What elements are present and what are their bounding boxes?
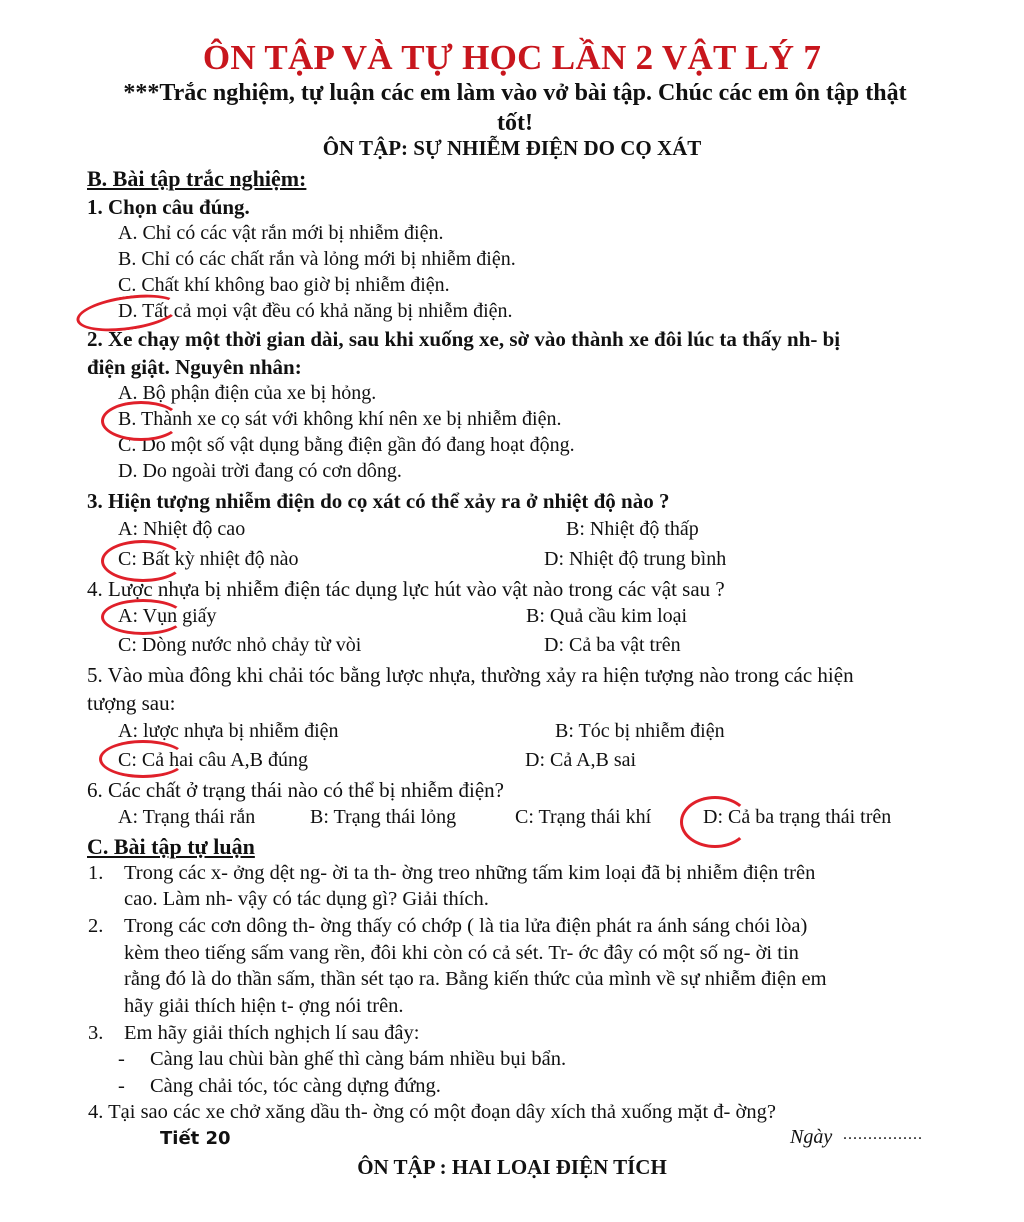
lesson-label: Tiết 20 [160, 1128, 231, 1149]
question-1-option-a: A. Chỉ có các vật rắn mới bị nhiễm điện. [118, 222, 444, 244]
essay-1-line-1: Trong các x- ởng dệt ng- ời ta th- ờng treo những tấm kim loại đã bị nhiễm điện trên [124, 862, 816, 884]
essay-1-number: 1. [88, 862, 104, 884]
answer-circle-q2 [101, 401, 181, 441]
question-3-stem: 3. Hiện tượng nhiễm điện do cọ xát có thể xảy ra ở nhiệt độ nào ? [87, 489, 670, 513]
essay-3-bullet-1: Càng lau chùi bàn ghế thì càng bám nhiều bụi bẩn. [150, 1048, 567, 1070]
essay-3-bullet-2: Càng chải tóc, tóc càng dựng đứng. [150, 1075, 441, 1097]
answer-circle-q6 [680, 796, 750, 848]
essay-2-line-3: rằng đó là do thần sấm, thần sét tạo ra. Bằng kiến thức của mình về sự nhiễm điện em [124, 968, 827, 990]
question-1-option-b: B. Chỉ có các chất rắn và lỏng mới bị nhiễm điện. [118, 248, 516, 270]
question-2-option-d: D. Do ngoài trời đang có cơn dông. [118, 460, 402, 482]
question-6-option-b: B: Trạng thái lỏng [310, 806, 457, 828]
question-6-option-a: A: Trạng thái rắn [118, 806, 256, 828]
question-5-option-b: B: Tóc bị nhiễm điện [555, 720, 725, 742]
essay-2-line-4: hãy giải thích hiện t- ợng nói trên. [124, 995, 404, 1017]
question-6-option-c: C: Trạng thái khí [515, 806, 652, 828]
question-5-stem-line-2: tượng sau: [87, 691, 176, 715]
question-1-option-c: C. Chất khí không bao giờ bị nhiễm điện. [118, 274, 450, 296]
question-5-option-a: A: lược nhựa bị nhiễm điện [118, 720, 339, 742]
instruction-line-1: ***Trắc nghiệm, tự luận các em làm vào vở bài tập. Chúc các em ôn tập thật [123, 80, 907, 106]
question-5-option-d: D: Cả A,B sai [525, 749, 637, 771]
answer-circle-q3 [101, 540, 185, 582]
question-2-stem-line-1: 2. Xe chạy một thời gian dài, sau khi xuống xe, sờ vào thành xe đôi lúc ta thấy nh- bị [87, 327, 841, 351]
section-c-heading: C. Bài tập tự luận [87, 834, 255, 859]
question-2-option-b: B. Thành xe cọ sát với không khí nên xe bị nhiễm điện. [118, 408, 562, 430]
essay-1-line-2: cao. Làm nh- vậy có tác dụng gì? Giải thích. [124, 888, 489, 910]
essay-3-bullet-dash: - [118, 1075, 125, 1097]
question-2-option-a: A. Bộ phận điện của xe bị hỏng. [118, 382, 377, 404]
answer-circle-q4 [101, 599, 185, 635]
essay-2-line-1: Trong các cơn dông th- ờng thấy có chớp ( là tia lửa điện phát ra ánh sáng chói lòa) [124, 915, 808, 937]
date-label: Ngày [790, 1126, 833, 1148]
document-title: ÔN TẬP VÀ TỰ HỌC LẦN 2 VẬT LÝ 7 [202, 38, 822, 77]
question-3-option-b: B: Nhiệt độ thấp [566, 518, 699, 540]
question-3-option-a: A: Nhiệt độ cao [118, 518, 246, 540]
essay-3-bullet-dash: - [118, 1048, 125, 1070]
question-4-stem: 4. Lược nhựa bị nhiễm điện tác dụng lực hút vào vật nào trong các vật sau ? [87, 577, 725, 601]
question-6-stem: 6. Các chất ở trạng thái nào có thể bị nhiễm điện? [87, 778, 504, 802]
question-2-option-c: C. Do một số vật dụng bằng điện gần đó đang hoạt động. [118, 434, 575, 456]
question-3-option-d: D: Nhiệt độ trung bình [544, 548, 727, 570]
question-4-option-b: B: Quả cầu kim loại [526, 605, 688, 627]
answer-circle-q5 [99, 740, 187, 778]
date-blank: ................ [843, 1126, 923, 1143]
essay-2-line-2: kèm theo tiếng sấm vang rền, đôi khi còn có cả sét. Tr- ớc đây có một số ng- ời tin [124, 942, 799, 964]
essay-4-line: 4. Tại sao các xe chở xăng dầu th- ờng có một đoạn dây xích thả xuống mặt đ- ờng? [88, 1101, 776, 1123]
question-1-stem: 1. Chọn câu đúng. [87, 195, 250, 219]
instruction-line-2: tốt! [497, 110, 533, 136]
next-topic-heading: ÔN TẬP : HAI LOẠI ĐIỆN TÍCH [357, 1155, 667, 1179]
topic-heading: ÔN TẬP: SỰ NHIỄM ĐIỆN DO CỌ XÁT [322, 136, 702, 160]
question-2-stem-line-2: điện giật. Nguyên nhân: [87, 355, 302, 379]
essay-2-number: 2. [88, 915, 104, 937]
question-5-option-c: C: Cả hai câu A,B đúng [118, 749, 308, 771]
essay-3-number: 3. [88, 1022, 104, 1044]
question-4-option-c: C: Dòng nước nhỏ chảy từ vòi [118, 634, 362, 656]
question-5-stem-line-1: 5. Vào mùa đông khi chải tóc bằng lược nhựa, thường xảy ra hiện tượng nào trong các hiện [87, 663, 854, 687]
question-1-option-d: D. Tất cả mọi vật đều có khả năng bị nhiễm điện. [118, 300, 513, 322]
question-4-option-d: D: Cả ba vật trên [544, 634, 681, 656]
essay-3-line-1: Em hãy giải thích nghịch lí sau đây: [124, 1022, 420, 1044]
question-3-option-c: C: Bất kỳ nhiệt độ nào [118, 548, 299, 570]
question-4-option-a: A: Vụn giấy [118, 605, 217, 627]
question-6-option-d: D: Cả ba trạng thái trên [703, 806, 892, 828]
section-b-heading: B. Bài tập trắc nghiệm: [87, 166, 307, 191]
